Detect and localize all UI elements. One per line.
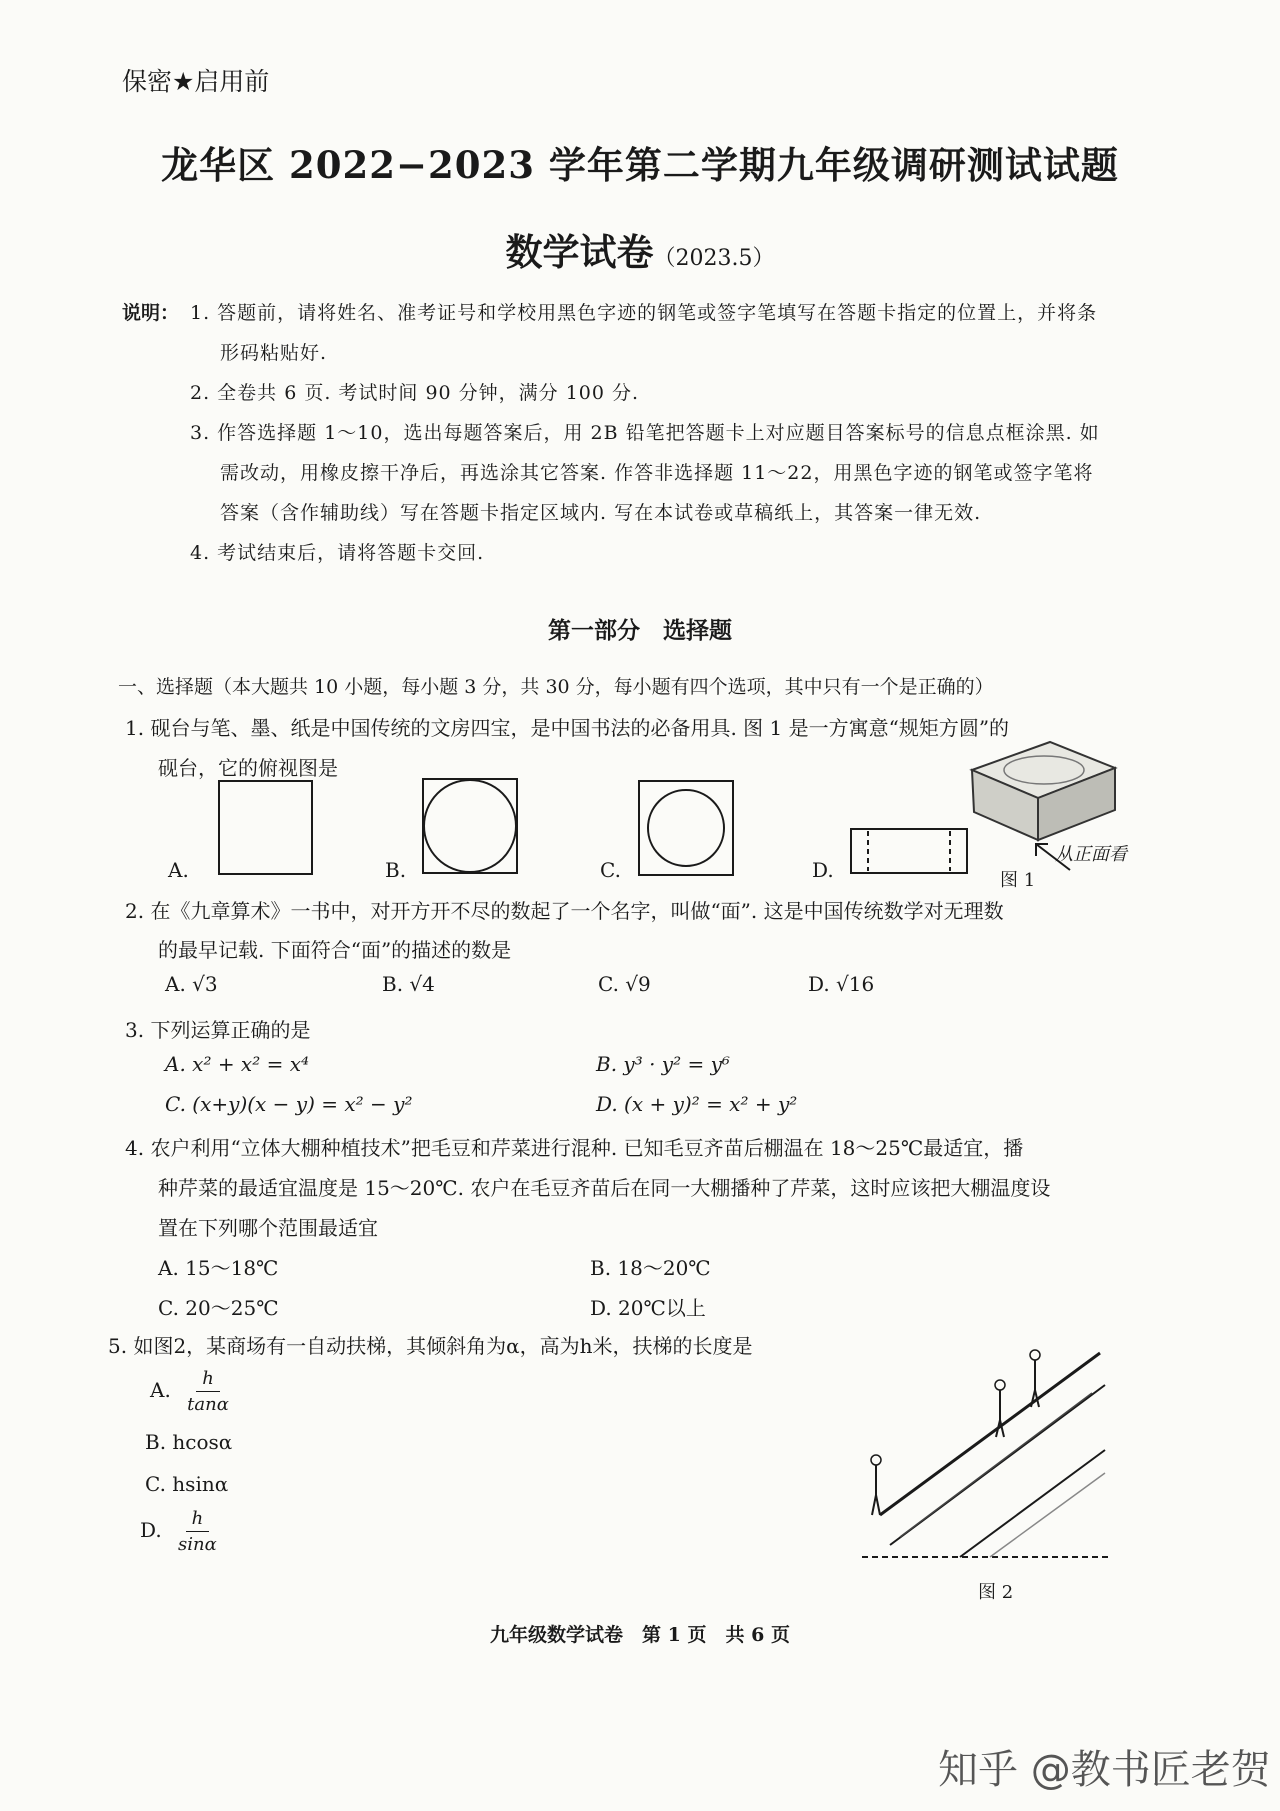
subtitle-text: 数学试卷	[505, 230, 654, 274]
q3-option-b: B. y³ · y² = y⁶	[596, 1052, 730, 1076]
q5-option-d	[140, 1508, 217, 1555]
q5-option-a-label: A.	[150, 1378, 171, 1402]
note-line: 形码粘贴好.	[220, 342, 328, 364]
q2-stem: 2. 在《九章算术》一书中，对开方开不尽的数起了一个名字，叫做“面”. 这是中国传统数学对无理数	[125, 899, 1004, 923]
q4-stem: 4. 农户利用“立体大棚种植技术”把毛豆和芹菜进行混种. 已知毛豆齐苗后棚温在 18～25℃最适宜，播	[125, 1136, 1024, 1160]
q3-option-d: D. (x + y)² = x² + y²	[596, 1092, 798, 1116]
note-line: 2. 全卷共 6 页. 考试时间 90 分钟，满分 100 分.	[190, 382, 640, 404]
confidential-mark: 保密★启用前	[122, 67, 270, 96]
q1-option-d-label: D.	[812, 858, 834, 882]
q2-option-a: A. √3	[165, 972, 218, 996]
figure2-caption: 图 2	[978, 1582, 1014, 1603]
note-line: 4. 考试结束后，请将答题卡交回.	[190, 542, 485, 564]
q5-option-c: C. hsinα	[145, 1472, 229, 1496]
note-line: 1. 答题前，请将姓名、准考证号和学校用黑色字迹的钢笔或签字笔填写在答题卡指定的位置上，并将条	[190, 302, 1098, 324]
q4-stem: 置在下列哪个范围最适宜	[158, 1216, 378, 1240]
notes-label: 说明：	[122, 302, 180, 324]
note-line: 答案（含作辅助线）写在答题卡指定区域内. 写在本试卷或草稿纸上，其答案一律无效.	[220, 502, 982, 524]
note-line: 3. 作答选择题 1～10，选出每题答案后，用 2B 铅笔把答题卡上对应题目答案标号的信息点框涂黑. 如	[190, 422, 1100, 444]
exam-title: 龙华区 2022−2023 学年第二学期九年级调研测试试题	[161, 143, 1119, 187]
q1-stem: 1. 砚台与笔、墨、纸是中国传统的文房四宝，是中国书法的必备用具. 图 1 是一方寓意“规矩方圆”的	[125, 716, 1010, 740]
q5-option-a-fraction	[187, 1368, 229, 1415]
watermark: 知乎 @教书匠老贺	[938, 1747, 1271, 1793]
part-heading: 一、选择题（本大题共 10 小题，每小题 3 分，共 30 分，每小题有四个选项，其中只有一个是正确的）	[118, 676, 994, 698]
q1-option-a-label: A.	[168, 858, 189, 882]
q2-option-d: D. √16	[808, 972, 875, 996]
q5-option-d-fraction	[178, 1508, 217, 1555]
exam-date: （2023.5）	[653, 246, 775, 271]
q1-stem: 砚台，它的俯视图是	[158, 756, 338, 780]
q5-d-numerator: h	[186, 1508, 210, 1532]
q5-a-denominator: tanα	[187, 1394, 229, 1415]
q2-option-c: C. √9	[598, 972, 651, 996]
q5-option-a	[150, 1368, 229, 1415]
q1-option-d-figure	[850, 828, 968, 874]
q1-option-b-label: B.	[385, 858, 407, 882]
figure1-caption: 图 1	[1000, 870, 1036, 891]
q5-stem: 5. 如图2，某商场有一自动扶梯，其倾斜角为α，高为h米，扶梯的长度是	[108, 1334, 753, 1358]
figure1-view-label: 从正面看	[1055, 844, 1127, 865]
q4-option-d: D. 20℃以上	[590, 1296, 706, 1320]
q3-option-a: A. x² + x² = x⁴	[165, 1052, 309, 1076]
q5-option-d-label: D.	[140, 1518, 162, 1542]
section-title: 第一部分 选择题	[548, 618, 732, 644]
figure1-inkstone	[970, 740, 1120, 850]
q4-option-c: C. 20～25℃	[158, 1296, 279, 1320]
q4-option-b: B. 18～20℃	[590, 1256, 711, 1280]
q5-d-denominator: sinα	[178, 1534, 217, 1555]
q1-option-c-label: C.	[600, 858, 621, 882]
q3-option-c: C. (x+y)(x − y) = x² − y²	[165, 1092, 413, 1116]
figure2-escalator	[860, 1345, 1110, 1565]
q1-option-b-figure	[422, 778, 518, 874]
q3-stem: 3. 下列运算正确的是	[125, 1018, 311, 1042]
q4-stem: 种芹菜的最适宜温度是 15～20℃. 农户在毛豆齐苗后在同一大棚播种了芹菜，这时应该把大棚温度设	[158, 1176, 1051, 1200]
q1-option-a-figure	[218, 780, 313, 875]
note-line: 需改动，用橡皮擦干净后，再选涂其它答案. 作答非选择题 11～22，用黑色字迹的钢笔或签字笔将	[220, 462, 1094, 484]
q1-option-c-figure	[638, 780, 734, 876]
q5-a-numerator: h	[196, 1368, 220, 1392]
exam-subtitle	[0, 222, 1280, 276]
q5-option-b: B. hcosα	[145, 1430, 233, 1454]
q2-option-b: B. √4	[382, 972, 435, 996]
q4-option-a: A. 15～18℃	[158, 1256, 279, 1280]
page-footer: 九年级数学试卷 第 1 页 共 6 页	[490, 1624, 790, 1646]
q2-stem: 的最早记载. 下面符合“面”的描述的数是	[158, 938, 512, 962]
